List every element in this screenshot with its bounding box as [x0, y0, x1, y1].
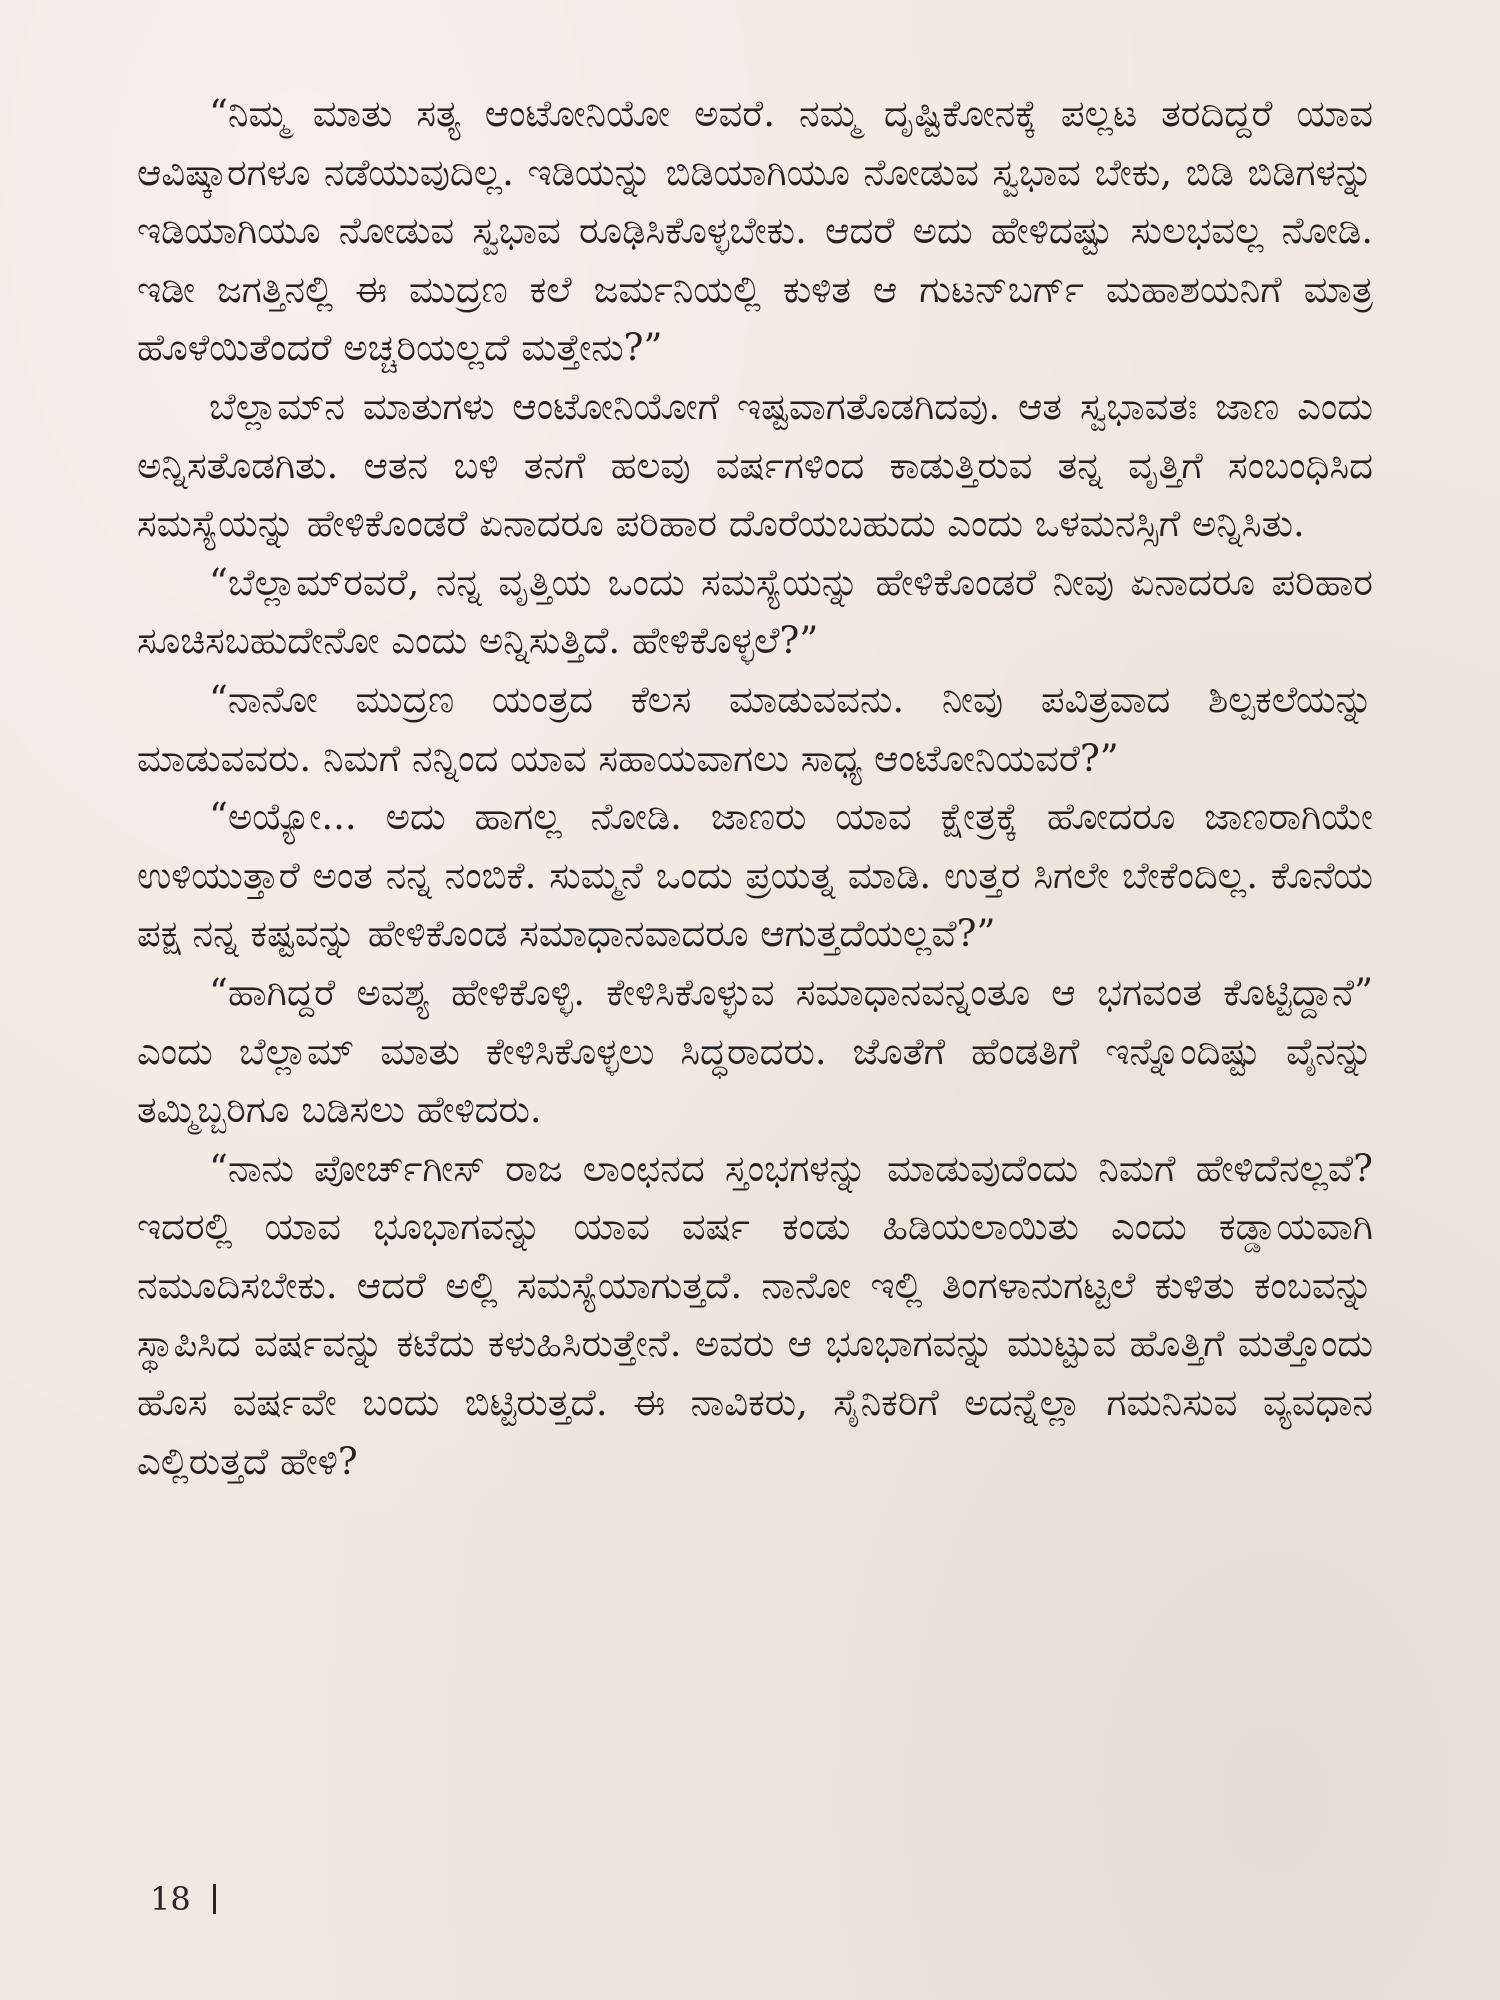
paragraph-2: ಬೆಲ್ಲಾಮ್‌ನ ಮಾತುಗಳು ಆಂಟೋನಿಯೋಗೆ ಇಷ್ಟವಾಗತೊಡಗಿದವು. ಆತ ಸ್ವಭಾವತಃ ಜಾಣ ಎಂದು ಅನ್ನಿಸತೊಡಗಿತು. ಆತನ ಬಳಿ ತನಗೆ ಹಲವು ವರ್ಷಗಳಿಂದ ಕಾಡುತ್ತಿರುವ ತನ್ನ ವೃತ್ತಿಗೆ ಸಂಬಂಧಿಸಿದ ಸಮಸ್ಯೆಯನ್ನು ಹೇಳಿಕೊಂಡರೆ ಏನಾದರೂ ಪರಿಹಾರ ದೊರೆಯಬಹುದು ಎಂದು ಒಳಮನಸ್ಸಿಗೆ ಅನ್ನಿಸಿತು. [137, 384, 1373, 546]
paragraph-5: “ಅಯ್ಯೋ... ಅದು ಹಾಗಲ್ಲ ನೋಡಿ. ಜಾಣರು ಯಾವ ಕ್ಷೇತ್ರಕ್ಕೆ ಹೋದರೂ ಜಾಣರಾಗಿಯೇ ಉಳಿಯುತ್ತಾರೆ ಅಂತ ನನ್ನ ನಂಬಿಕೆ. ಸುಮ್ಮನೆ ಒಂದು ಪ್ರಯತ್ನ ಮಾಡಿ. ಉತ್ತರ ಸಿಗಲೇ ಬೇಕೆಂದಿಲ್ಲ. ಕೊನೆಯ ಪಕ್ಷ ನನ್ನ ಕಷ್ಟವನ್ನು ಹೇಳಿಕೊಂಡ ಸಮಾಧಾನವಾದರೂ ಆಗುತ್ತದೆಯಲ್ಲವೆ?” [137, 795, 1373, 956]
paragraph-4: “ನಾನೋ ಮುದ್ರಣ ಯಂತ್ರದ ಕೆಲಸ ಮಾಡುವವನು. ನೀವು ಪವಿತ್ರವಾದ ಶಿಲ್ಪಕಲೆಯನ್ನು ಮಾಡುವವರು. ನಿಮಗೆ ನನ್ನಿಂದ ಯಾವ ಸಹಾಯವಾಗಲು ಸಾಧ್ಯ ಆಂಟೋನಿಯವರೆ?” [137, 677, 1373, 780]
paragraph-1: “ನಿಮ್ಮ ಮಾತು ಸತ್ಯ ಆಂಟೋನಿಯೋ ಅವರೆ. ನಮ್ಮ ದೃಷ್ಟಿಕೋನಕ್ಕೆ ಪಲ್ಲಟ ತರದಿದ್ದರೆ ಯಾವ ಆವಿಷ್ಕಾರಗಳೂ ನಡೆಯುವುದಿಲ್ಲ. ಇಡಿಯನ್ನು ಬಿಡಿಯಾಗಿಯೂ ನೋಡುವ ಸ್ವಭಾವ ಬೇಕು, ಬಿಡಿ ಬಿಡಿಗಳನ್ನು ಇಡಿಯಾಗಿಯೂ ನೋಡುವ ಸ್ವಭಾವ ರೂಢಿಸಿಕೊಳ್ಳಬೇಕು. ಆದರೆ ಅದು ಹೇಳಿದಷ್ಟು ಸುಲಭವಲ್ಲ ನೋಡಿ. ಇಡೀ ಜಗತ್ತಿನಲ್ಲಿ ಈ ಮುದ್ರಣ ಕಲೆ ಜರ್ಮನಿಯಲ್ಲಿ ಕುಳಿತ ಆ ಗುಟನ್‌ಬರ್ಗ್ ಮಹಾಶಯನಿಗೆ ಮಾತ್ರ ಹೊಳೆಯಿತೆಂದರೆ ಅಚ್ಚರಿಯಲ್ಲದೆ ಮತ್ತೇನು?” [137, 92, 1373, 370]
footer-divider [213, 1884, 216, 1914]
paragraph-6: “ಹಾಗಿದ್ದರೆ ಅವಶ್ಯ ಹೇಳಿಕೊಳ್ಳಿ. ಕೇಳಿಸಿಕೊಳ್ಳುವ ಸಮಾಧಾನವನ್ನಂತೂ ಆ ಭಗವಂತ ಕೊಟ್ಟಿದ್ದಾನೆ” ಎಂದು ಬೆಲ್ಲಾಮ್ ಮಾತು ಕೇಳಿಸಿಕೊಳ್ಳಲು ಸಿದ್ಧರಾದರು. ಜೊತೆಗೆ ಹೆಂಡತಿಗೆ ಇನ್ನೊಂದಿಷ್ಟು ವೈನನ್ನು ತಮ್ಮಿಬ್ಬರಿಗೂ ಬಡಿಸಲು ಹೇಳಿದರು. [137, 970, 1373, 1132]
page-number: 18 [150, 1880, 191, 1918]
body-text [137, 85, 1373, 1491]
page-footer [150, 1880, 216, 1918]
paragraph-3: “ಬೆಲ್ಲಾಮ್‌ರವರೆ, ನನ್ನ ವೃತ್ತಿಯ ಒಂದು ಸಮಸ್ಯೆಯನ್ನು ಹೇಳಿಕೊಂಡರೆ ನೀವು ಏನಾದರೂ ಪರಿಹಾರ ಸೂಚಿಸಬಹುದೇನೋ ಎಂದು ಅನ್ನಿಸುತ್ತಿದೆ. ಹೇಳಿಕೊಳ್ಳಲೆ?” [137, 560, 1373, 663]
paragraph-7: “ನಾನು ಪೋರ್ಚ್‌ಗೀಸ್ ರಾಜ ಲಾಂಛನದ ಸ್ತಂಭಗಳನ್ನು ಮಾಡುವುದೆಂದು ನಿಮಗೆ ಹೇಳಿದೆನಲ್ಲವೆ? ಇದರಲ್ಲಿ ಯಾವ ಭೂಭಾಗವನ್ನು ಯಾವ ವರ್ಷ ಕಂಡು ಹಿಡಿಯಲಾಯಿತು ಎಂದು ಕಡ್ಡಾಯವಾಗಿ ನಮೂದಿಸಬೇಕು. ಆದರೆ ಅಲ್ಲಿ ಸಮಸ್ಯೆಯಾಗುತ್ತದೆ. ನಾನೋ ಇಲ್ಲಿ ತಿಂಗಳಾನುಗಟ್ಟಲೆ ಕುಳಿತು ಕಂಬವನ್ನು ಸ್ಥಾಪಿಸಿದ ವರ್ಷವನ್ನು ಕಟೆದು ಕಳುಹಿಸಿರುತ್ತೇನೆ. ಅವರು ಆ ಭೂಭಾಗವನ್ನು ಮುಟ್ಟುವ ಹೊತ್ತಿಗೆ ಮತ್ತೊಂದು ಹೊಸ ವರ್ಷವೇ ಬಂದು ಬಿಟ್ಟಿರುತ್ತದೆ. ಈ ನಾವಿಕರು, ಸೈನಿಕರಿಗೆ ಅದನ್ನೆಲ್ಲಾ ಗಮನಿಸುವ ವ್ಯವಧಾನ ಎಲ್ಲಿರುತ್ತದೆ ಹೇಳಿ? [137, 1146, 1373, 1483]
